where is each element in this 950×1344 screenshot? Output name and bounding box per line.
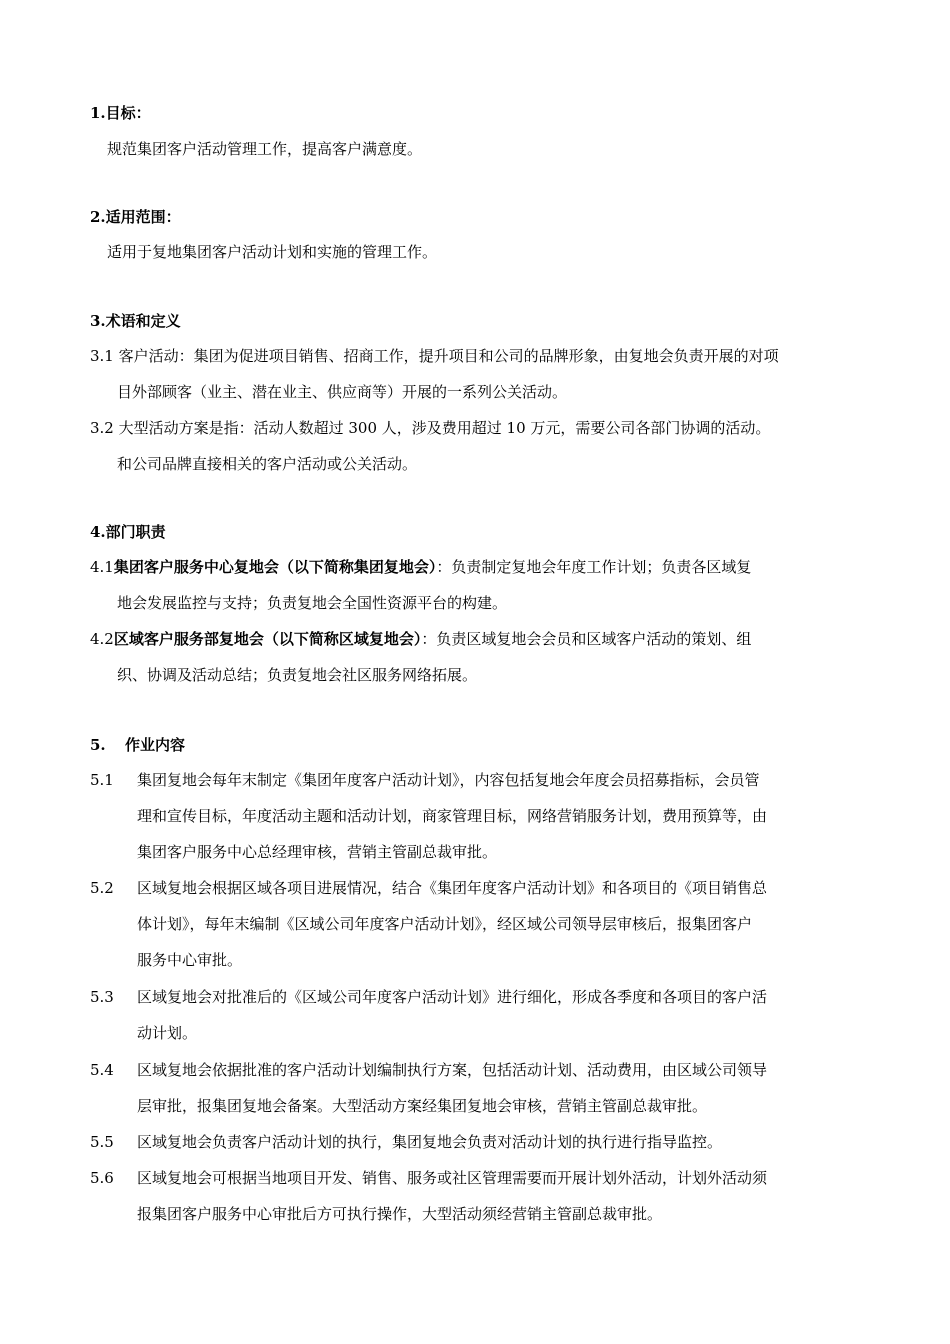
item-5-1-line-2: 理和宣传目标，年度活动主题和活动计划，商家管理目标，网络营销服务计划，费用预算等，由 (137, 807, 768, 825)
section-5-heading-text: 作业内容 (125, 736, 186, 754)
item-5-3-number: 5.3 (90, 988, 114, 1006)
item-4-2-rest: ：负责区域复地会会员和区域客户活动的策划、组 (421, 630, 752, 648)
item-3-2-line-2: 和公司品牌直接相关的客户活动或公关活动。 (117, 455, 418, 473)
item-5-2-line-1: 区域复地会根据区域各项目进展情况，结合《集团年度客户活动计划》和各项目的《项目销售总 (137, 879, 768, 897)
item-3-1-line-2: 目外部顾客（业主、潜在业主、供应商等）开展的一系列公关活动。 (117, 383, 568, 401)
item-5-5-line-1: 区域复地会负责客户活动计划的执行，集团复地会负责对活动计划的执行进行指导监控。 (137, 1133, 723, 1151)
item-4-2-line-1 (90, 629, 751, 649)
item-4-1-line-1 (90, 557, 751, 577)
item-4-2-bold-title: 区域客户服务部复地会（以下简称区域复地会） (113, 630, 422, 648)
section-5-heading-number: 5. (90, 736, 106, 754)
item-3-2-line-1: 3.2 大型活动方案是指：活动人数超过 300 人，涉及费用超过 10 万元，需要公司各部门协调的活动。 (90, 419, 771, 437)
section-4-heading: 4.部门职责 (90, 523, 166, 541)
section-3-heading: 3.术语和定义 (90, 312, 181, 330)
item-5-4-line-2: 层审批，报集团复地会备案。大型活动方案经集团复地会审核，营销主管副总裁审批。 (137, 1097, 708, 1115)
item-4-1-rest: ：负责制定复地会年度工作计划；负责各区域复 (436, 558, 752, 576)
item-5-2-line-3: 服务中心审批。 (137, 951, 243, 969)
section-1-heading: 1.目标： (90, 104, 151, 122)
item-4-1-number: 4.1 (90, 558, 114, 576)
item-5-1-line-1: 集团复地会每年末制定《集团年度客户活动计划》，内容包括复地会年度会员招募指标，会员管 (137, 771, 760, 789)
item-4-2-line-2: 织、协调及活动总结；负责复地会社区服务网络拓展。 (117, 666, 478, 684)
item-5-4-line-1: 区域复地会依据批准的客户活动计划编制执行方案，包括活动计划、活动费用，由区域公司领导 (137, 1061, 768, 1079)
item-5-4-number: 5.4 (90, 1061, 114, 1079)
item-4-1-bold-title: 集团客户服务中心复地会（以下简称集团复地会） (113, 558, 437, 576)
item-5-1-line-3: 集团客户服务中心总经理审核，营销主管副总裁审批。 (137, 843, 498, 861)
item-5-1-number: 5.1 (90, 771, 114, 789)
item-5-3-line-1: 区域复地会对批准后的《区域公司年度客户活动计划》进行细化，形成各季度和各项目的客户活 (137, 988, 768, 1006)
section-1-body: 规范集团客户活动管理工作，提高客户满意度。 (107, 140, 423, 158)
item-5-6-number: 5.6 (90, 1169, 114, 1187)
item-5-5-number: 5.5 (90, 1133, 114, 1151)
item-4-2-number: 4.2 (90, 630, 114, 648)
item-5-6-line-1: 区域复地会可根据当地项目开发、销售、服务或社区管理需要而开展计划外活动，计划外活动须 (137, 1169, 768, 1187)
item-5-3-line-2: 动计划。 (137, 1024, 198, 1042)
item-5-2-line-2: 体计划》，每年末编制《区域公司年度客户活动计划》，经区域公司领导层审核后，报集团客户 (137, 915, 753, 933)
item-5-2-number: 5.2 (90, 879, 114, 897)
section-2-heading: 2.适用范围： (90, 208, 181, 226)
item-5-6-line-2: 报集团客户服务中心审批后方可执行操作，大型活动须经营销主管副总裁审批。 (137, 1205, 663, 1223)
item-4-1-line-2: 地会发展监控与支持；负责复地会全国性资源平台的构建。 (117, 594, 508, 612)
section-2-body: 适用于复地集团客户活动计划和实施的管理工作。 (107, 243, 438, 261)
item-3-1-line-1: 3.1 客户活动：集团为促进项目销售、招商工作，提升项目和公司的品牌形象，由复地会负责开展的对项 (90, 347, 779, 365)
